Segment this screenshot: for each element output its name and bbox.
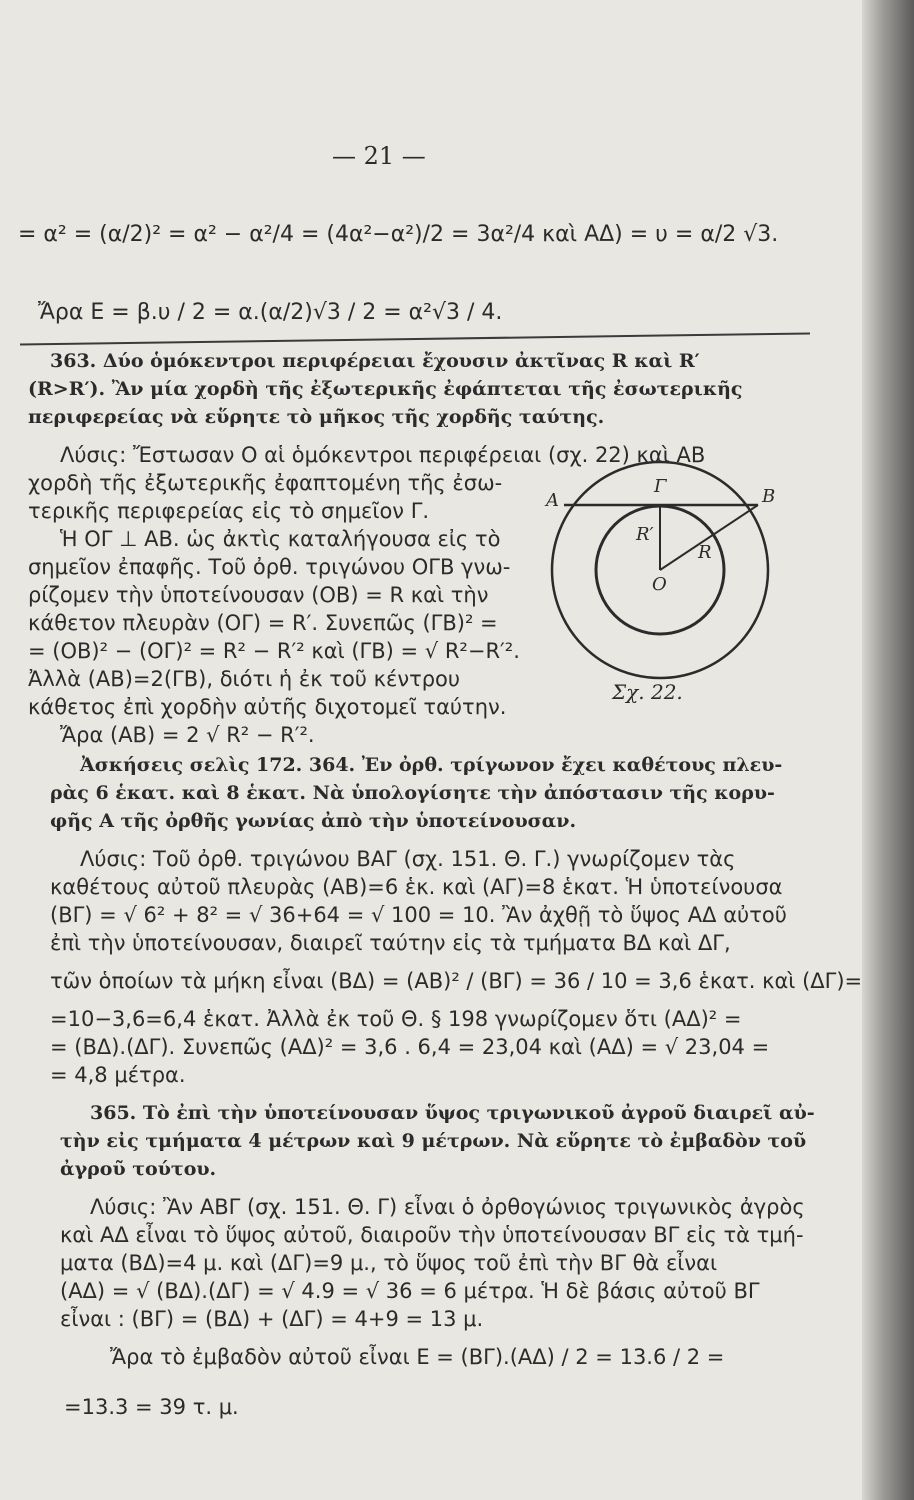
text-line: Ἄρα (ΑΒ) = 2 √ R² − R′². [60, 723, 315, 747]
problem-heading: Ἀσκήσεις σελὶς 172. 364. Ἐν ὀρθ. τρίγωνον ἔχει καθέτους πλευ- [80, 754, 783, 776]
text-line: Ἀλλὰ (ΑΒ)=2(ΓΒ), διότι ἡ ἐκ τοῦ κέντρου [28, 667, 461, 691]
text-line: (ΑΔ) = √ (ΒΔ).(ΔΓ) = √ 4.9 = √ 36 = 6 μέτρα. Ἡ δὲ βάσις αὐτοῦ ΒΓ [60, 1279, 760, 1303]
problem-heading: 363. Δύο ὁμόκεντροι περιφέρειαι ἔχουσιν ἀκτῖνας R καὶ R′ [50, 350, 700, 372]
label-r: R [698, 542, 712, 563]
text-line: Λύσις: Ἔστωσαν Ο αἱ ὁμόκεντροι περιφέρειαι (σχ. 22) καὶ ΑΒ [60, 443, 706, 467]
text-line: ματα (ΒΔ)=4 μ. καὶ (ΔΓ)=9 μ., τὸ ὕψος τοῦ ἐπὶ τὴν ΒΓ θὰ εἶναι [60, 1251, 718, 1275]
text-line: = (ΟΒ)² − (ΟΓ)² = R² − R′² καὶ (ΓΒ) = √ R²−R′². [28, 639, 520, 663]
problem-heading: (R>R′). Ἂν μία χορδὴ τῆς ἐξωτερικῆς ἐφάπτεται τῆς ἐσωτερικῆς [28, 378, 743, 400]
text-line: ἐπὶ τὴν ὑποτείνουσαν, διαιρεῖ ταύτην εἰς τὰ τμήματα ΒΔ καὶ ΔΓ, [50, 931, 731, 955]
text-line: ρίζομεν τὴν ὑποτείνουσαν (ΟΒ) = R καὶ τὴν [28, 583, 489, 607]
text-line: Λύσις: Τοῦ ὀρθ. τριγώνου ΒΑΓ (σχ. 151. Θ. Γ.) γνωρίζομεν τὰς [80, 847, 736, 871]
text-line: τερικῆς περιφερείας εἰς τὸ σημεῖον Γ. [28, 499, 430, 523]
text-line: =13.3 = 39 τ. μ. [64, 1395, 239, 1419]
text-line: =10−3,6=6,4 ἑκατ. Ἀλλὰ ἐκ τοῦ Θ. § 198 γνωρίζομεν ὅτι (ΑΔ)² = [50, 1007, 742, 1031]
problem-heading: ἀγροῦ τούτου. [60, 1158, 217, 1180]
text-line: Ἄρα τὸ ἐμβαδὸν αὐτοῦ εἶναι Ε = (ΒΓ).(ΑΔ) / 2 = 13.6 / 2 = [110, 1345, 725, 1369]
label-r-prime: R′ [636, 524, 654, 545]
text-line: καὶ ΑΔ εἶναι τὸ ὕψος αὐτοῦ, διαιροῦν τὴν ὑποτείνουσαν ΒΓ εἰς τὰ τμή- [60, 1223, 804, 1247]
text-line: τῶν ὁποίων τὰ μήκη εἶναι (ΒΔ) = (ΑΒ)² / (ΒΓ) = 36 / 10 = 3,6 ἑκατ. καὶ (ΔΓ)= [50, 969, 862, 993]
page-number: — 21 — [332, 142, 426, 170]
text-line: χορδὴ τῆς ἐξωτερικῆς ἐφαπτομένη τῆς ἐσω- [28, 471, 503, 495]
text-line: σημεῖον ἐπαφῆς. Τοῦ ὀρθ. τριγώνου ΟΓΒ γνω- [28, 555, 511, 579]
text-line: κάθετος ἐπὶ χορδὴν αὐτῆς διχοτομεῖ ταύτην. [28, 695, 507, 719]
problem-heading: περιφερείας νὰ εὕρητε τὸ μῆκος τῆς χορδῆς ταύτης. [28, 406, 605, 428]
text-line: εἶναι : (ΒΓ) = (ΒΔ) + (ΔΓ) = 4+9 = 13 μ. [60, 1307, 484, 1331]
problem-heading: ρὰς 6 ἑκατ. καὶ 8 ἑκατ. Νὰ ὑπολογίσητε τὴν ἀπόστασιν τῆς κορυ- [50, 782, 775, 804]
text-line: (ΒΓ) = √ 6² + 8² = √ 36+64 = √ 100 = 10. Ἂν ἀχθῇ τὸ ὕψος ΑΔ αὐτοῦ [50, 903, 787, 927]
text-line: καθέτους αὐτοῦ πλευρὰς (ΑΒ)=6 ἑκ. καὶ (ΑΓ)=8 ἑκατ. Ἡ ὑποτείνουσα [50, 875, 783, 899]
text-line: Ἡ ΟΓ ⊥ ΑΒ. ὡς ἀκτὶς καταλήγουσα εἰς τὸ [60, 527, 501, 551]
formula-line: = α² = (α/2)² = α² − α²/4 = (4α²−α²)/2 = 3α²/4 καὶ ΑΔ) = υ = α/2 √3. [18, 222, 779, 247]
text-line: κάθετον πλευρὰν (ΟΓ) = R′. Συνεπῶς (ΓΒ)² = [28, 611, 498, 635]
text-line: Λύσις: Ἂν ΑΒΓ (σχ. 151. Θ. Γ) εἶναι ὁ ὀρθογώνιος τριγωνικὸς ἀγρὸς [90, 1195, 805, 1219]
label-o: Ο [652, 574, 667, 595]
formula-line: Ἄρα Ε = β.υ / 2 = α.(α/2)√3 / 2 = α²√3 / 4. [38, 300, 503, 325]
text-line: = 4,8 μέτρα. [50, 1063, 186, 1087]
problem-heading: φῆς Α τῆς ὀρθῆς γωνίας ἀπὸ τὴν ὑποτείνουσαν. [50, 810, 577, 832]
concentric-circles-figure [540, 440, 780, 680]
page-edge [862, 0, 914, 1500]
figure-caption: Σχ. 22. [612, 680, 683, 704]
label-g: Γ [654, 476, 667, 497]
problem-heading: τὴν εἰς τμήματα 4 μέτρων καὶ 9 μέτρων. Νὰ εὕρητε τὸ ἐμβαδὸν τοῦ [60, 1130, 807, 1152]
text-line: = (ΒΔ).(ΔΓ). Συνεπῶς (ΑΔ)² = 3,6 . 6,4 = 23,04 καὶ (ΑΔ) = √ 23,04 = [50, 1035, 770, 1059]
divider-rule [20, 332, 810, 345]
label-a: A [546, 490, 559, 511]
problem-heading: 365. Τὸ ἐπὶ τὴν ὑποτείνουσαν ὕψος τριγωνικοῦ ἀγροῦ διαιρεῖ αὐ- [90, 1102, 815, 1124]
label-b: Β [762, 486, 776, 507]
